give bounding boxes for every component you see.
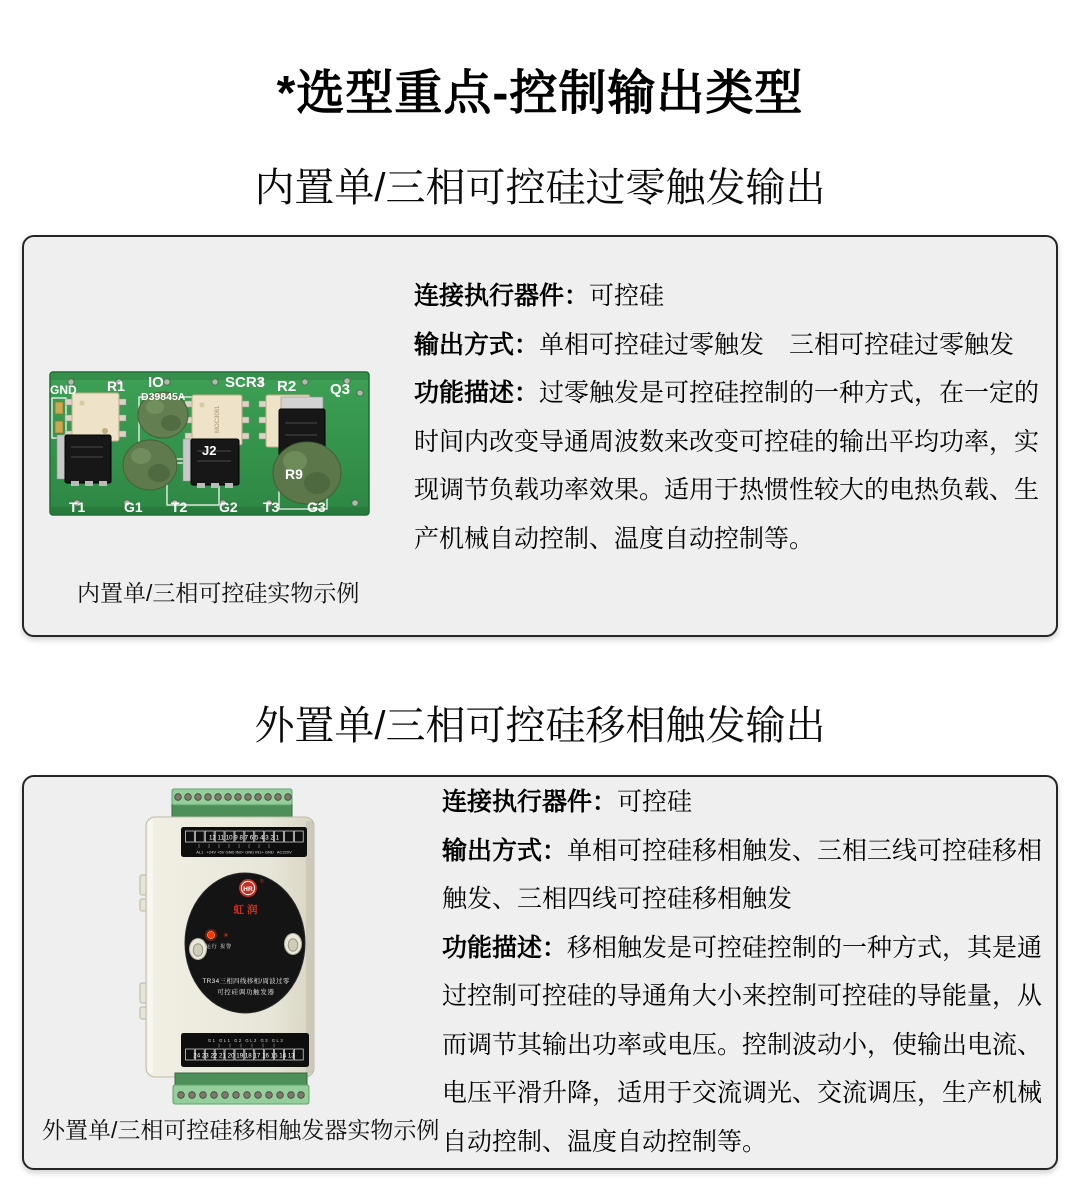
trigger-module-photo <box>139 787 319 1107</box>
section-heading-zero-crossing: 内置单/三相可控硅过零触发输出 <box>254 166 826 210</box>
spec-row: 功能描述：过零触发是可控硅控制的一种方式，在一定的 <box>414 379 1040 407</box>
spec-line: 现调节负载功率效果。适用于热惯性较大的电热负载、生 <box>414 476 1040 504</box>
spec-label: 连接执行器件： <box>414 282 590 310</box>
pcb-label-g1: G1 <box>124 499 143 515</box>
card-phase-shift <box>22 775 1058 1170</box>
bottom-terminal-numbers: 24 23 22 21 20 19 18 17 16 15 14 13 <box>193 1052 295 1060</box>
logo-monogram: HR <box>243 885 253 893</box>
model-text-line1: TR34三相四线移相/周波过零 <box>202 978 290 985</box>
pcb-label-t2: T2 <box>171 499 188 515</box>
spec-line: 自动控制、温度自动控制等。 <box>442 1127 768 1156</box>
spec-row: 输出方式：单相可控硅过零触发 三相可控硅过零触发 <box>414 330 1015 359</box>
triac-package-1 <box>57 435 111 486</box>
led-labels: 运行 报警 <box>205 944 233 950</box>
pcb-label-q3: Q3 <box>330 381 351 398</box>
spec-label: 连接执行器件： <box>442 788 618 816</box>
spec-line: 产机械自动控制、温度自动控制等。 <box>414 524 815 553</box>
varistor-disc-3 <box>273 442 341 504</box>
spec-row: 连接执行器件：可控硅 <box>442 788 693 816</box>
pcb-label-t1: T1 <box>69 499 86 515</box>
pcb-label-gnd: GND <box>50 383 77 397</box>
spec-row: 输出方式：单相可控硅移相触发、三相三线可控硅移相 <box>442 836 1043 865</box>
pcb-label-r2: R2 <box>277 378 297 395</box>
pcb-label-g3: G3 <box>307 499 326 515</box>
spec-line: 电压平滑升降，适用于交流调光、交流调压，生产机械 <box>442 1079 1043 1107</box>
pcb-photo <box>49 371 370 516</box>
figure-caption: 外置单/三相可控硅移相触发器实物示例 <box>42 1117 440 1143</box>
top-terminal-labels: AL1 +24V +5V GND IN2+ GND IN1+ GND AC220V <box>196 849 292 855</box>
spec-label: 功能描述： <box>442 933 568 962</box>
model-text-line2: 可控硅调功触发器 <box>217 989 275 996</box>
pcb-label-scr3: SCR3 <box>225 374 266 391</box>
pcb-label-r9: R9 <box>285 466 303 482</box>
optocoupler-chip-2 <box>185 395 249 445</box>
pcb-label-t3: T3 <box>263 499 280 515</box>
spec-text-zero-crossing <box>414 272 1044 563</box>
spec-line: 过控制可控硅的导通角大小来控制可控硅的导能量，从 <box>442 982 1043 1010</box>
bottom-label-strip <box>181 1033 309 1067</box>
registered-mark: ® <box>260 879 264 885</box>
spec-line: 触发、三相四线可控硅移相触发 <box>442 885 793 913</box>
pcb-label-g2: G2 <box>219 499 238 515</box>
spec-row: 连接执行器件：可控硅 <box>414 282 665 310</box>
section-heading-phase-shift: 外置单/三相可控硅移相触发输出 <box>254 704 826 748</box>
pcb-label-io: IO <box>148 374 164 391</box>
pcb-label-j2: J2 <box>202 443 217 458</box>
brand-name: 虹润 <box>233 904 261 916</box>
top-terminal-numbers: 12 11 10 9 8 7 6 5 4 3 2 1 <box>208 834 280 842</box>
page-title: *选型重点-控制输出类型 <box>276 67 804 120</box>
chip-marking: MOC3081 <box>215 405 221 433</box>
optocoupler-chip-1 <box>65 393 126 441</box>
bottom-terminal-block <box>173 1073 309 1104</box>
pcb-label-part: D39845A <box>141 391 186 403</box>
spec-label: 功能描述： <box>414 379 540 407</box>
run-led <box>207 931 214 938</box>
top-label-strip <box>181 827 307 857</box>
spec-label: 输出方式： <box>414 330 540 359</box>
figure-caption: 内置单/三相可控硅实物示例 <box>77 580 360 606</box>
pcb-label-r1: R1 <box>107 378 125 394</box>
spec-line: 而调节其输出功率或电压。控制波动小，使输出电流、 <box>442 1030 1043 1059</box>
spec-row: 功能描述：移相触发是可控硅控制的一种方式，其是通 <box>442 933 1043 962</box>
spec-label: 输出方式： <box>442 836 568 865</box>
varistor-disc-2 <box>123 440 177 490</box>
spec-line: 时间内改变导通周波数来改变可控硅的输出平均功率，实 <box>414 427 1040 456</box>
card-zero-crossing <box>22 235 1058 637</box>
spec-text-phase-shift <box>442 778 1057 1166</box>
front-panel-circle <box>185 873 305 1013</box>
bottom-terminal-labels: G1 GL1 G2 GL2 G3 GL3 <box>207 1038 285 1043</box>
